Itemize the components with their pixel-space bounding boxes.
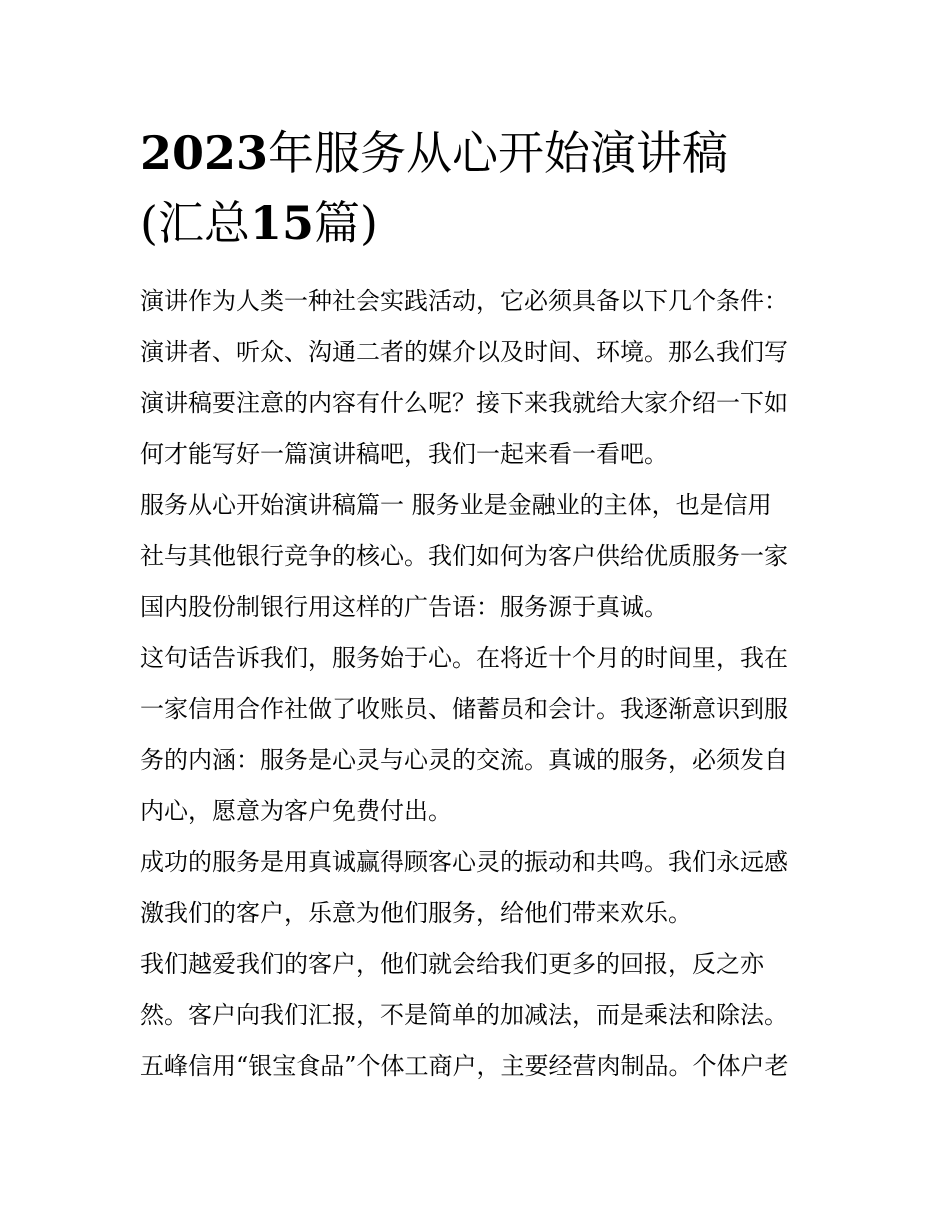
body-line: 社与其他银行竞争的核心。我们如何为客户供给优质服务一家 bbox=[140, 542, 788, 570]
body-line: 然。客户向我们汇报，不是简单的加减法，而是乘法和除法。 bbox=[140, 1001, 788, 1029]
title-open: (汇总 bbox=[140, 196, 250, 250]
body-line: 国内股份制银行用这样的广告语：服务源于真诚。 bbox=[140, 593, 668, 621]
body-line: 一家信用合作社做了收账员、储蓄员和会计。我逐渐意识到服 bbox=[140, 695, 788, 723]
body-line: 内心，愿意为客户免费付出。 bbox=[140, 797, 452, 825]
title-close: 篇) bbox=[313, 196, 378, 250]
body-line: 我们越爱我们的客户，他们就会给我们更多的回报，反之亦 bbox=[140, 950, 764, 978]
body-line: 服务从心开始演讲稿篇一 服务业是金融业的主体，也是信用 bbox=[140, 491, 772, 519]
title-text: 年服务从心开始演讲稿 bbox=[268, 126, 729, 180]
body-line: 务的内涵：服务是心灵与心灵的交流。真诚的服务，必须发自 bbox=[140, 746, 788, 774]
body-line: 五峰信用“银宝食品”个体工商户，主要经营肉制品。个体户老 bbox=[140, 1052, 789, 1080]
body-line: 何才能写好一篇演讲稿吧，我们一起来看一看吧。 bbox=[140, 440, 668, 468]
body-line: 演讲稿要注意的内容有什么呢？接下来我就给大家介绍一下如 bbox=[140, 389, 788, 417]
body-line: 演讲作为人类一种社会实践活动，它必须具备以下几个条件： bbox=[140, 287, 788, 315]
title-year: 2023 bbox=[140, 126, 269, 180]
body-line: 成功的服务是用真诚赢得顾客心灵的振动和共鸣。我们永远感 bbox=[140, 848, 788, 876]
body-line: 激我们的客户，乐意为他们服务，给他们带来欢乐。 bbox=[140, 899, 692, 927]
document-body bbox=[140, 276, 820, 1092]
document-title bbox=[140, 118, 820, 258]
body-line: 演讲者、听众、沟通二者的媒介以及时间、环境。那么我们写 bbox=[140, 338, 788, 366]
title-count: 15 bbox=[249, 196, 314, 250]
body-line: 这句话告诉我们，服务始于心。在将近十个月的时间里，我在 bbox=[140, 644, 788, 672]
